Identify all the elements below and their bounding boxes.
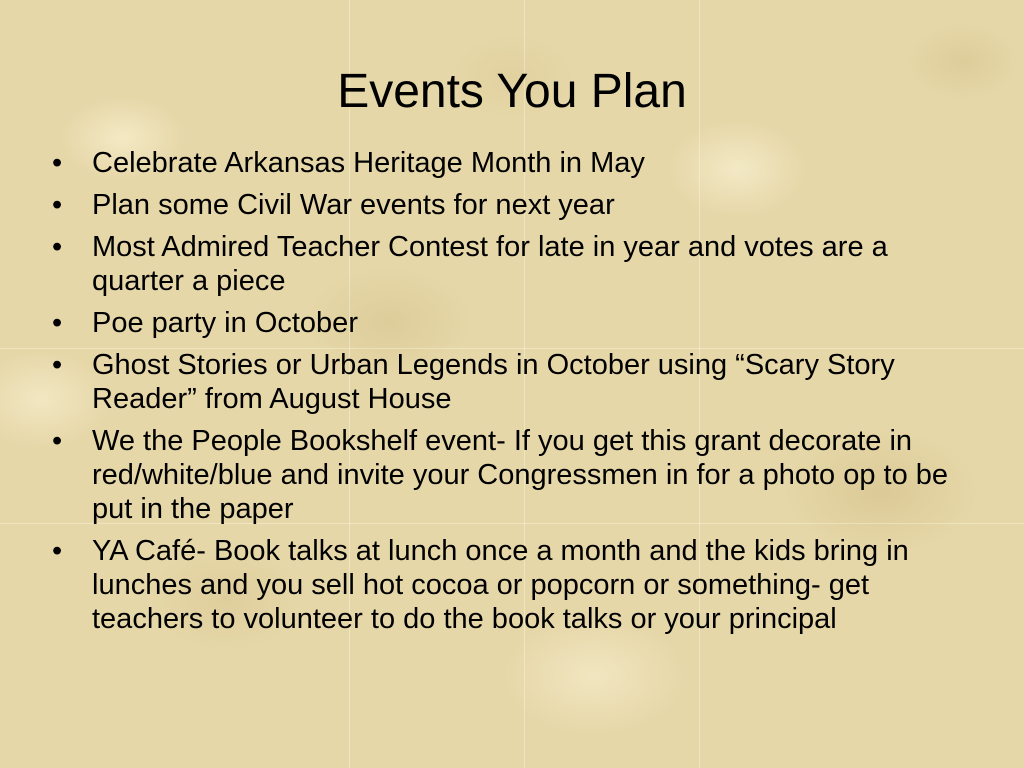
- list-item: [52, 188, 962, 222]
- list-item-text: Ghost Stories or Urban Legends in October using “Scary Story Reader” from August House: [92, 349, 895, 415]
- list-item: [52, 424, 962, 526]
- list-item: [52, 146, 962, 180]
- bullet-icon: •: [52, 147, 63, 179]
- bullet-list: [52, 146, 962, 644]
- bullet-icon: •: [52, 349, 63, 381]
- list-item-text: Poe party in October: [92, 307, 358, 339]
- bullet-icon: •: [52, 535, 63, 567]
- bullet-icon: •: [52, 189, 63, 221]
- bullet-icon: •: [52, 231, 63, 263]
- list-item-text: We the People Bookshelf event- If you get this grant decorate in red/white/blue and invite your Congressmen in for a photo op to be put in the paper: [92, 425, 949, 525]
- bullet-icon: •: [52, 425, 63, 457]
- slide-title: Events You Plan: [337, 65, 687, 118]
- list-item: [52, 230, 962, 298]
- list-item: [52, 534, 962, 636]
- list-item-text: Plan some Civil War events for next year: [92, 189, 615, 221]
- list-item-text: YA Café- Book talks at lunch once a month and the kids bring in lunches and you sell hot cocoa or popcorn or something- get teachers to volunteer to do the book talks or your principal: [92, 535, 909, 635]
- list-item-text: Celebrate Arkansas Heritage Month in May: [92, 147, 645, 179]
- list-item-text: Most Admired Teacher Contest for late in year and votes are a quarter a piece: [92, 231, 888, 297]
- list-item: [52, 306, 962, 340]
- list-item: [52, 348, 962, 416]
- bullet-icon: •: [52, 307, 63, 339]
